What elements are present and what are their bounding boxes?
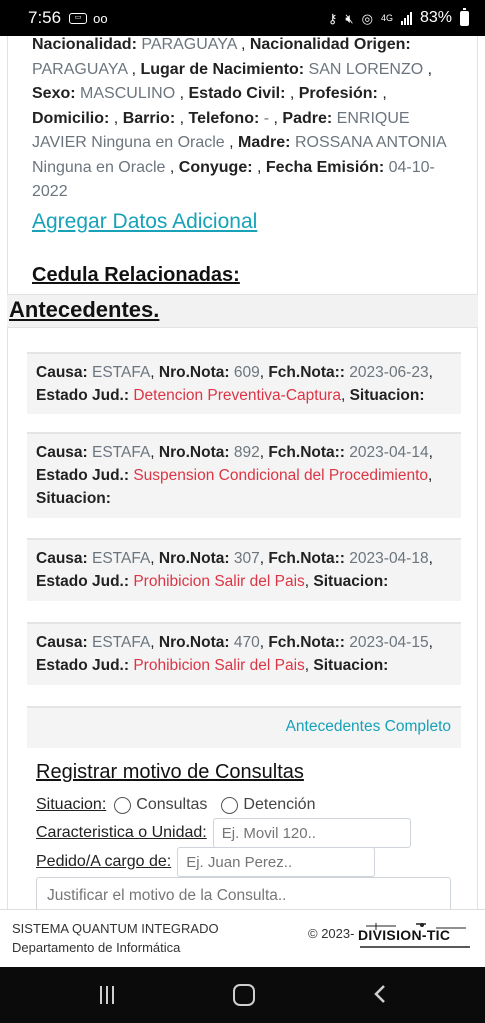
causa-value: ESTAFA: [92, 444, 151, 461]
footer-copyright: © 2023-: [308, 926, 355, 941]
nro-nota-label: Nro.Nota:: [158, 444, 230, 461]
field-label: Estado Civil:: [188, 85, 286, 102]
person-card: [7, 36, 478, 294]
back-icon[interactable]: [372, 983, 388, 1005]
situacion-label: Situacion:: [36, 490, 111, 507]
add-data-link[interactable]: Agregar Datos Adicional: [32, 209, 258, 233]
cedula-section-title: Cedula Relacionadas:: [32, 263, 240, 286]
field-value: ROSSANA ANTONIA Ninguna en Oracle: [32, 134, 446, 176]
antecedentes-title: Antecedentes.: [9, 297, 160, 322]
detencion-option-label[interactable]: Detención: [243, 796, 316, 813]
causa-value: ESTAFA: [92, 550, 151, 567]
field-label: Profesión:: [298, 85, 378, 102]
hotspot-icon: ◎: [361, 10, 373, 26]
nro-nota-value: 609: [233, 364, 260, 381]
home-icon[interactable]: [233, 984, 255, 1006]
footer-department: Departamento de Informática: [12, 940, 181, 955]
fch-nota-label: Fch.Nota::: [268, 444, 345, 461]
system-nav-bar: [0, 967, 485, 1023]
fch-nota-value: 2023-04-14: [349, 444, 429, 461]
estado-jud-label: Estado Jud.:: [36, 467, 130, 484]
key-icon: ⚷: [327, 10, 338, 26]
fch-nota-value: 2023-04-15: [349, 634, 429, 651]
field-value: 04-10-2022: [32, 158, 435, 200]
estado-jud-value: Suspension Condicional del Procedimiento: [133, 467, 429, 484]
record-item: Causa: ESTAFA, Nro.Nota: 609, Fch.Nota:: 2023-06-23, Estado Jud.: Detencion Preventiva-Captura, Situacion:: [27, 352, 461, 414]
situacion-label: Situacion:: [349, 387, 425, 404]
clock: 7:56: [28, 8, 62, 27]
page-footer: [0, 909, 485, 967]
field-label: Lugar de Nacimiento:: [140, 60, 305, 78]
full-history-link[interactable]: Antecedentes Completo: [27, 706, 461, 748]
fch-nota-label: Fch.Nota::: [268, 364, 345, 381]
field-label: Conyuge:: [178, 158, 253, 176]
fch-nota-value: 2023-06-23: [349, 364, 429, 381]
causa-label: Causa:: [36, 364, 88, 381]
record-item: Causa: ESTAFA, Nro.Nota: 470, Fch.Nota:: 2023-04-15, Estado Jud.: Prohibicion Salir del Pais, Situacion:: [27, 622, 461, 685]
estado-jud-value: Prohibicion Salir del Pais: [133, 657, 305, 674]
recent-apps-icon[interactable]: [100, 986, 118, 1004]
field-label: Madre:: [238, 134, 291, 151]
nro-nota-label: Nro.Nota:: [158, 364, 230, 381]
field-label: Nacionalidad:: [32, 36, 137, 53]
record-item: Causa: ESTAFA, Nro.Nota: 307, Fch.Nota:: 2023-04-18, Estado Jud.: Prohibicion Salir del Pais, Situacion:: [27, 538, 461, 601]
field-label: Barrio:: [122, 109, 176, 127]
fch-nota-value: 2023-04-18: [349, 550, 429, 567]
fch-nota-label: Fch.Nota::: [268, 634, 345, 651]
situacion-label: Situacion:: [313, 657, 389, 674]
field-label: Telefono:: [188, 109, 260, 127]
causa-value: ESTAFA: [92, 634, 151, 651]
causa-value: ESTAFA: [92, 364, 151, 381]
detencion-radio[interactable]: [221, 797, 238, 814]
voicemail-icon: oo: [93, 10, 108, 26]
mute-icon: 🔇︎: [345, 10, 354, 26]
field-value: ENRIQUE JAVIER Ninguna en Oracle: [32, 109, 410, 151]
nro-nota-label: Nro.Nota:: [158, 550, 230, 567]
estado-jud-label: Estado Jud.:: [36, 573, 130, 590]
battery-percent: 83%: [419, 9, 452, 26]
unidad-row: [36, 818, 411, 848]
nro-nota-label: Nro.Nota:: [158, 634, 230, 651]
situacion-label: Situacion:: [36, 796, 107, 813]
causa-label: Causa:: [36, 634, 88, 651]
pedido-input[interactable]: [177, 847, 375, 877]
page-content: [0, 36, 485, 909]
field-value: MASCULINO: [80, 85, 176, 102]
situacion-row: [36, 794, 327, 816]
field-label: Domicilio:: [32, 109, 110, 127]
antecedentes-header: [7, 294, 478, 328]
field-value: SAN LORENZO: [308, 60, 424, 78]
field-label: Padre:: [282, 109, 333, 127]
situacion-label: Situacion:: [313, 573, 389, 590]
causa-label: Causa:: [36, 550, 88, 567]
estado-jud-label: Estado Jud.:: [36, 387, 130, 404]
network-label: 4G: [380, 13, 393, 23]
estado-jud-value: Detencion Preventiva-Captura: [133, 387, 341, 404]
field-label: Sexo:: [32, 85, 76, 102]
form-title: Registrar motivo de Consultas: [36, 761, 304, 783]
footer-system-name: SISTEMA QUANTUM INTEGRADO: [12, 921, 219, 936]
field-value: -: [263, 109, 270, 127]
battery-icon: [460, 11, 469, 26]
message-icon: ▭: [69, 13, 87, 24]
nro-nota-value: 307: [233, 550, 260, 567]
signal-icon: [401, 12, 412, 25]
consultas-radio[interactable]: [114, 797, 131, 814]
consultas-option-label[interactable]: Consultas: [136, 796, 208, 813]
unidad-input[interactable]: [213, 818, 411, 848]
status-bar: [0, 0, 485, 36]
field-value: PARAGUAYA: [32, 60, 128, 78]
person-info: Nacionalidad: PARAGUAYA , Nacionalidad Origen: PARAGUAYA , Lugar de Nacimiento: SAN LORENZO , Sexo: MASCULINO , Estado Civil: , Profesión: , Domicilio: , Barrio: , Telefono: - , Padre: ENRIQUE JAVIER Ninguna en Oracle , Madre: ROSSANA ANTONIA Ninguna en Oracle , Conyuge: , Fecha Emisión: 04-10-2022: [32, 36, 446, 200]
pedido-label: Pedido/A cargo de:: [36, 853, 172, 870]
field-label: Nacionalidad Origen:: [249, 36, 411, 53]
field-value: PARAGUAYA: [141, 36, 237, 53]
estado-jud-value: Prohibicion Salir del Pais: [133, 573, 305, 590]
nro-nota-value: 470: [233, 634, 260, 651]
logo-text: DIVISION-TIC: [358, 927, 451, 943]
nro-nota-value: 892: [233, 444, 260, 461]
field-label: Fecha Emisión:: [265, 158, 385, 176]
pedido-row: [36, 847, 375, 877]
estado-jud-label: Estado Jud.:: [36, 657, 130, 674]
unidad-label: Caracteristica o Unidad:: [36, 824, 207, 841]
records-panel: [7, 328, 478, 909]
record-item: Causa: ESTAFA, Nro.Nota: 892, Fch.Nota:: 2023-04-14, Estado Jud.: Suspension Condicional del Procedimiento, Situacion:: [27, 432, 461, 518]
motivo-textarea[interactable]: Justificar el motivo de la Consulta..: [36, 877, 451, 909]
causa-label: Causa:: [36, 444, 88, 461]
fch-nota-label: Fch.Nota::: [268, 550, 345, 567]
